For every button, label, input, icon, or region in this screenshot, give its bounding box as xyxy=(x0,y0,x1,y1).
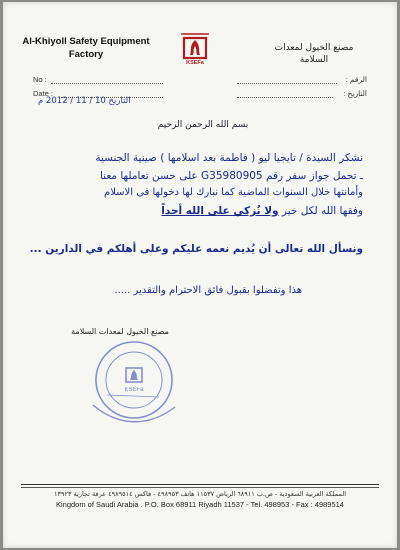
body-line-4-part-a: وفقها الله لكل خير xyxy=(281,205,363,217)
body-line-4-part-b: ولا نُزكي على الله أحداً xyxy=(161,205,279,217)
ref-ar-dotted-line xyxy=(237,83,337,84)
date-field-arabic xyxy=(237,89,367,101)
signature-title: مصنع الخيول لمعدات السلامة xyxy=(71,327,169,336)
letter-date: التاريخ 10 / 11 / 2012 م xyxy=(38,96,131,106)
company-name-arabic xyxy=(259,42,369,66)
letter-page xyxy=(3,2,397,548)
body-line-4 xyxy=(23,205,363,217)
company-name-en-line1: Al-Khiyoll Safety Equipment xyxy=(22,36,150,47)
company-name-english xyxy=(21,35,151,61)
body-line-3: وأمانتها خلال السنوات الماضية كما نبارك لها دخولها فى الاسلام xyxy=(104,187,363,198)
company-stamp xyxy=(89,335,179,425)
date-label: Date : xyxy=(33,89,54,98)
body-line-1: نشكر السيدة / تايجيا ليو ( فاطمة بعد اسلامها ) صينية الجنسية xyxy=(95,152,363,164)
stamp-text: KSEFa xyxy=(124,387,144,393)
ref-ar-label: الرقم : xyxy=(345,75,367,84)
footer-address-english: Kingdom of Saudi Arabia . P.O. Box 68911 Riyadh 11537 - Tel. 498953 - Fax : 4989514 xyxy=(56,500,344,509)
body-line-5: ونسأل الله تعالى أن يُديم نعمه عليكم وعلى أهلكم في الدارين ... xyxy=(29,243,363,255)
logo-text: KSEFa xyxy=(186,60,204,66)
company-name-ar-line2: السلامة xyxy=(299,55,329,65)
no-dotted-line xyxy=(51,83,163,84)
company-name-ar-line1: مصنع الخيول لمعدات xyxy=(274,43,354,53)
reference-number-field xyxy=(33,75,163,87)
basmala: بسم الله الرحمن الرحيم xyxy=(157,120,249,130)
date-ar-label: التاريخ : xyxy=(343,89,367,98)
footer-address-arabic: المملكة العربية السعودية - ص.ب ٦٨٩١١ الرياض ١١٥٣٧ هاتف ٤٩٨٩٥٣ - فاكس ٤٩٨٩٥١٤ عرفة تجارية ١٣٩٢٣ xyxy=(53,490,347,498)
closing-line: هذا وتفضلوا بقبول فائق الاحترام والتقدير ..... xyxy=(114,285,302,296)
footer-divider xyxy=(21,484,379,488)
body-line-2: ـ تحمل جواز سفر رقم G35980905 على حسن تعاملها معنا xyxy=(99,170,363,182)
date-ar-dotted-line xyxy=(237,97,333,98)
reference-number-field-arabic xyxy=(237,75,367,87)
no-label: No : xyxy=(33,75,47,84)
company-name-en-line2: Factory xyxy=(68,49,104,60)
